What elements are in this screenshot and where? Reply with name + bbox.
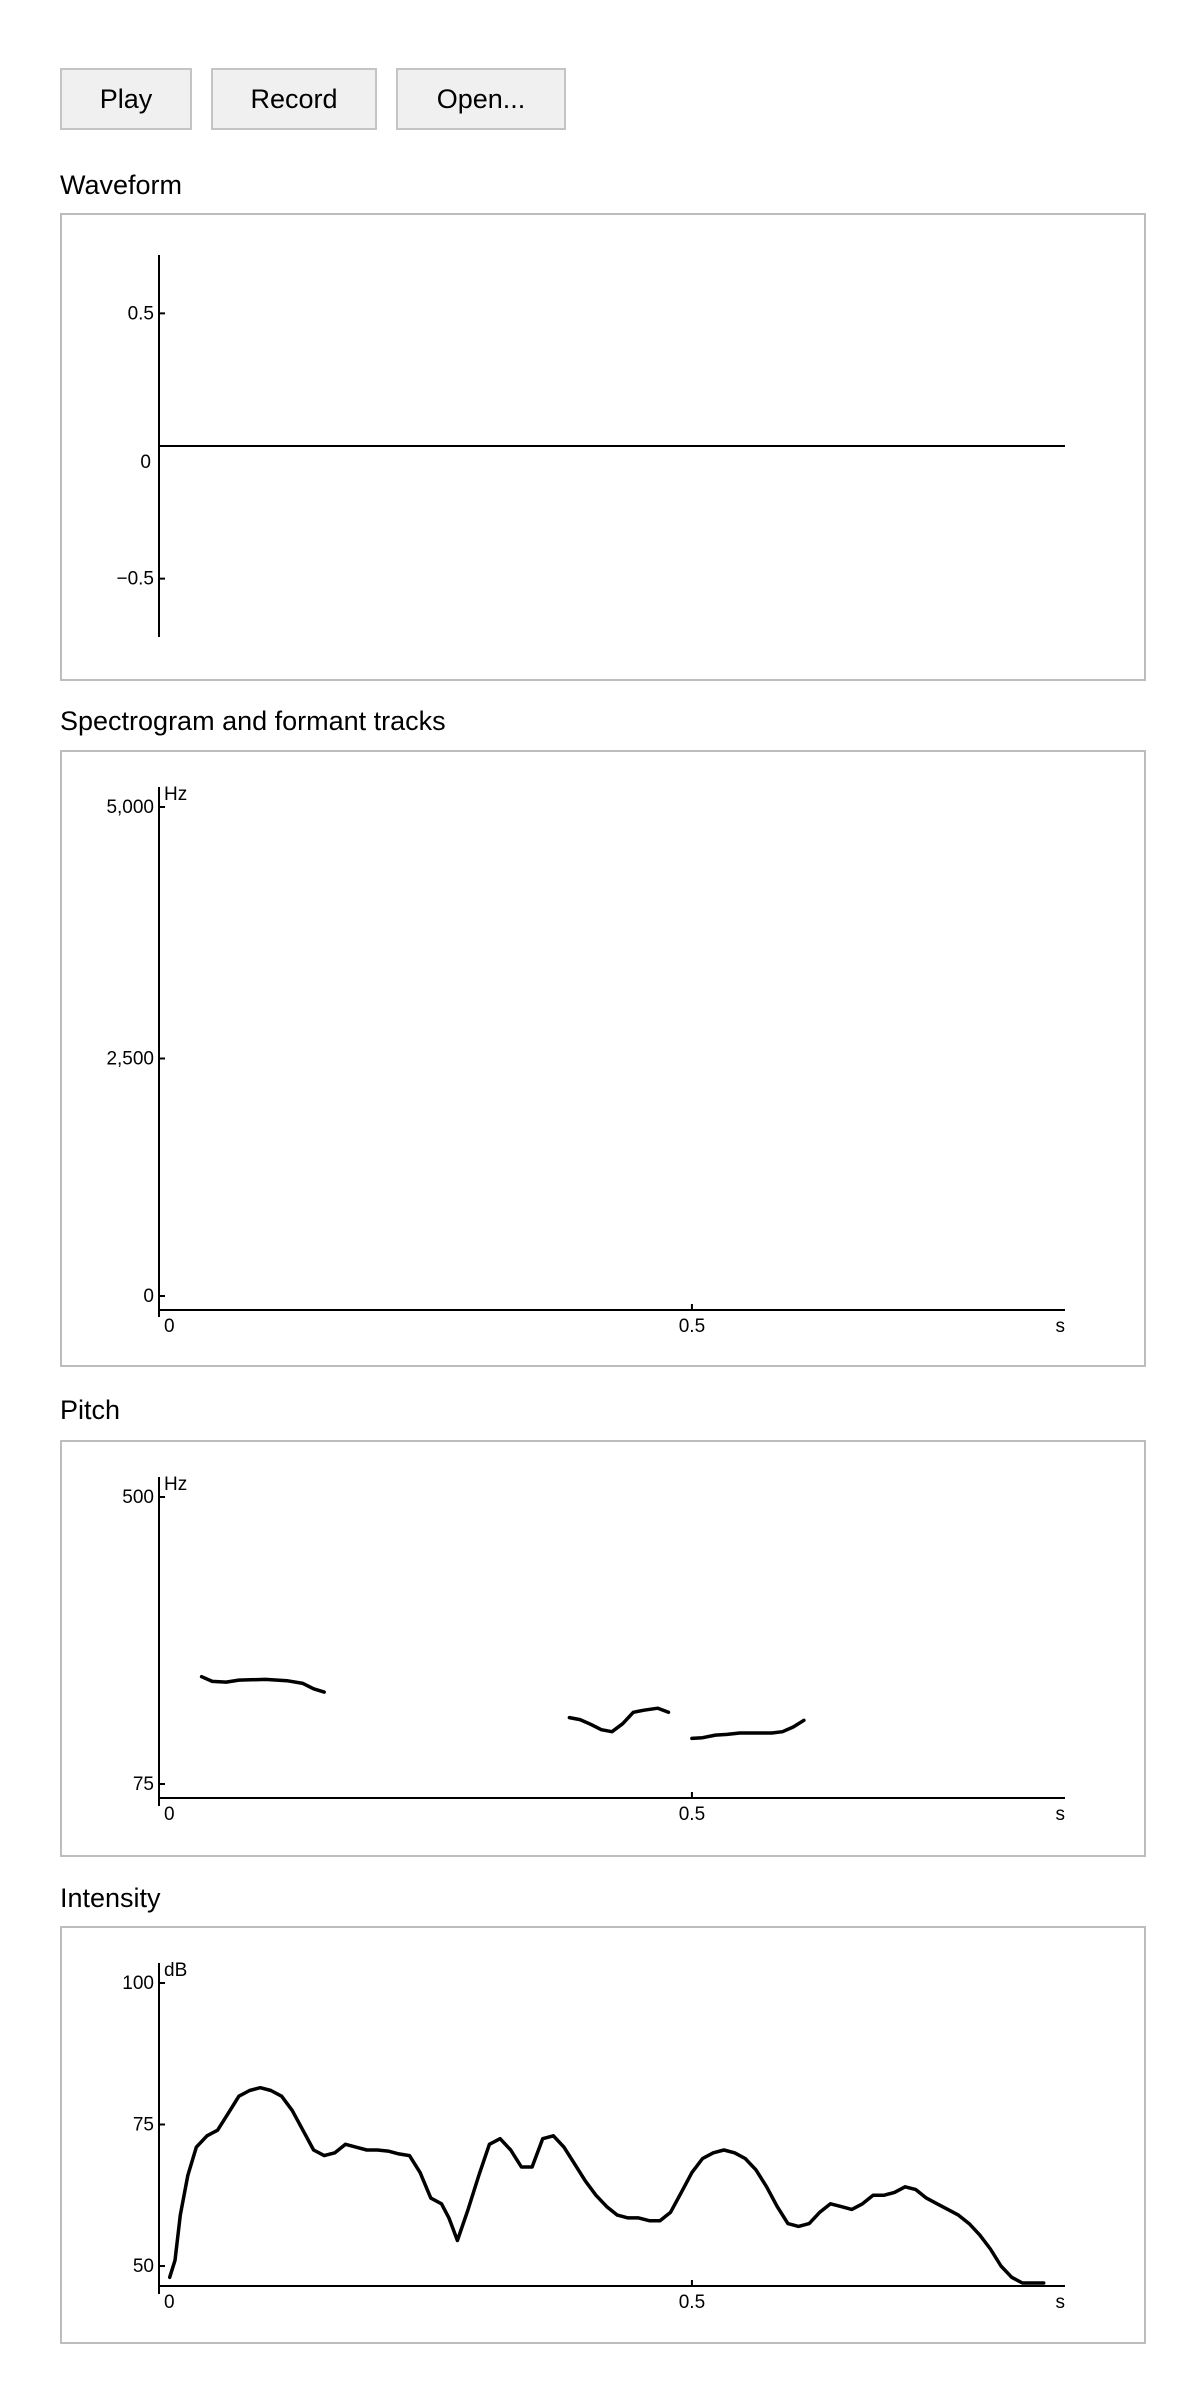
open-button[interactable]: Open... [396,68,566,130]
waveform-panel [60,213,1146,681]
waveform-title: Waveform [60,170,183,200]
waveform-y-tick-label: −0.5 [116,568,154,590]
pitch-panel [60,1440,1146,1857]
spectrogram-x-tick-label: 0.5 [678,1316,706,1337]
pitch-series-line-1 [202,1677,325,1692]
record-button[interactable]: Record [211,68,377,130]
intensity-panel [60,1926,1146,2344]
pitch-y-tick-label: 500 [122,1487,154,1508]
spectrogram-y-unit-label: Hz [164,784,188,805]
intensity-x-unit-label: s [1055,2292,1065,2313]
spectrogram-y-tick-label: 2,500 [106,1048,154,1070]
pitch-x-tick-label: 0 [164,1804,175,1825]
intensity-x-tick-label: 0.5 [678,2292,706,2313]
spectrogram-y-tick-label: 5,000 [106,797,154,818]
waveform-chart [62,215,1144,679]
spectrogram-panel [60,750,1146,1367]
pitch-series-line-2 [569,1708,668,1732]
intensity-title: Intensity [60,1883,161,1913]
pitch-y-tick-label: 75 [132,1774,154,1795]
waveform-y-tick-label: 0 [140,452,151,473]
spectrogram-x-unit-label: s [1055,1316,1065,1337]
play-button[interactable]: Play [60,68,192,130]
pitch-chart [62,1442,1144,1855]
spectrogram-y-tick-label: 0 [143,1286,154,1307]
pitch-x-tick-label: 0.5 [678,1804,706,1825]
pitch-x-unit-label: s [1055,1804,1065,1825]
intensity-y-unit-label: dB [164,1960,188,1981]
pitch-y-unit-label: Hz [164,1474,188,1495]
pitch-series-line-3 [692,1720,804,1738]
intensity-y-tick-label: 50 [132,2256,154,2278]
intensity-series-line-1 [170,2088,1044,2283]
waveform-y-tick-label: 0.5 [127,303,154,325]
pitch-title: Pitch [60,1395,121,1425]
intensity-chart [62,1928,1144,2342]
intensity-y-tick-label: 75 [132,2114,154,2136]
spectrogram-x-tick-label: 0 [164,1316,175,1337]
intensity-x-tick-label: 0 [164,2292,175,2313]
spectrogram-chart [62,752,1144,1365]
intensity-y-tick-label: 100 [122,1973,154,1994]
spectrogram-title: Spectrogram and formant tracks [60,706,446,736]
